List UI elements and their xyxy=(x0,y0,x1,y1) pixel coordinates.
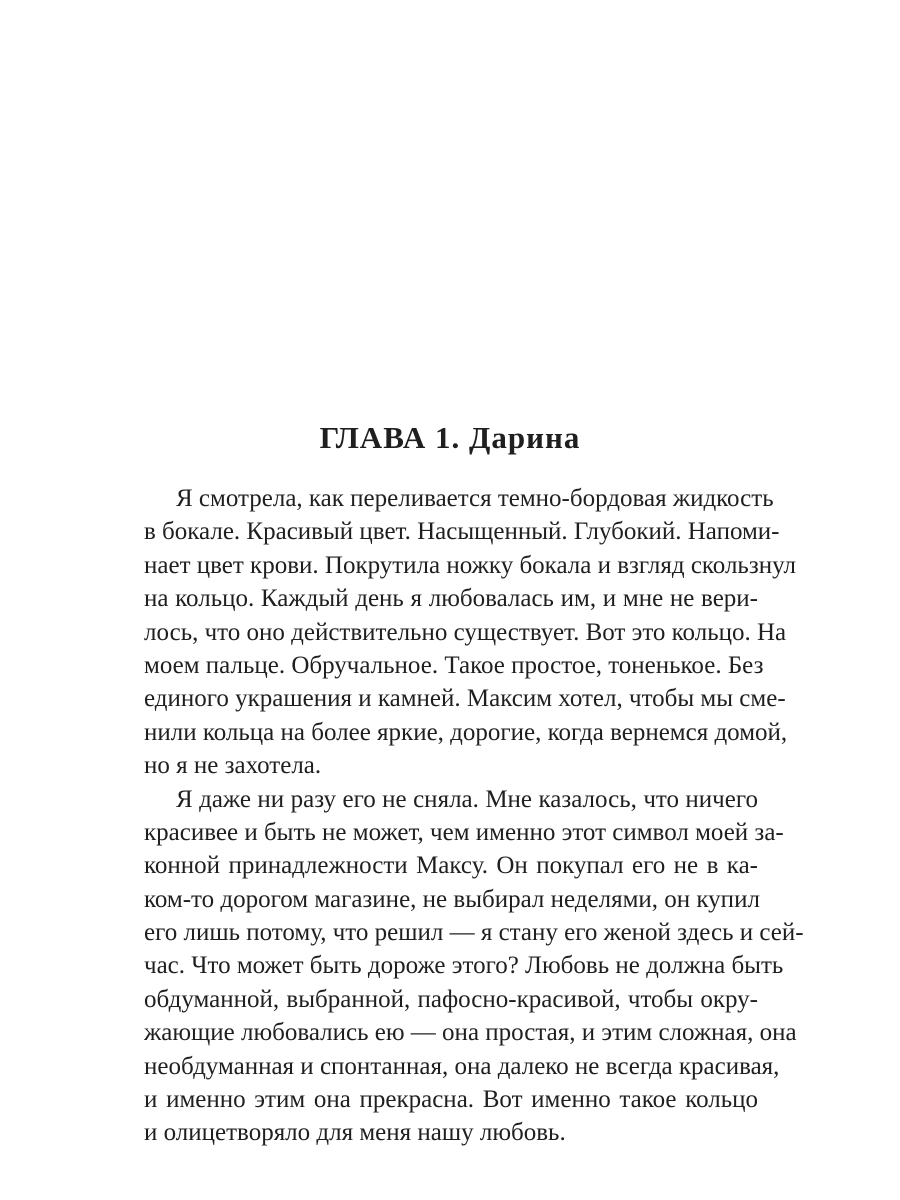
text-line: нили кольца на более яркие, дорогие, когда вернемся домой, xyxy=(144,718,788,746)
text-line: его лишь потому, что решил — я стану его женой здесь и сей- xyxy=(144,919,804,947)
text-line: ком-то дорогом магазине, не выбирал неделями, он купил xyxy=(144,885,760,913)
text-line: Я смотрела, как переливается темно-бордовая жидкость xyxy=(176,485,774,512)
text-line: лось, что оно действительно существует. Вот это кольцо. На xyxy=(144,618,787,646)
text-line: жающие любовались ею — она простая, и этим сложная, она xyxy=(144,1019,797,1047)
text-line: и именно этим она прекрасна. Вот именно такое кольцо xyxy=(144,1086,758,1114)
text-line: и олицетворяло для меня нашу любовь. xyxy=(144,1119,566,1147)
text-line: обдуманной, выбранной, пафосно-красивой, чтобы окру- xyxy=(144,985,758,1013)
text-line: моем пальце. Обручальное. Такое простое, тоненькое. Без xyxy=(144,651,764,679)
chapter-text xyxy=(144,482,804,1150)
text-line: в бокале. Красивый цвет. Насыщенный. Глубокий. Напоми- xyxy=(144,518,780,546)
text-line: час. Что может быть дороже этого? Любовь не должна быть xyxy=(144,952,784,980)
chapter-title: ГЛАВА 1. Дарина xyxy=(319,420,581,455)
paragraph-1 xyxy=(144,482,796,783)
paragraph-2 xyxy=(144,783,804,1150)
text-line: красивее и быть не может, чем именно этот символ моей за- xyxy=(144,818,784,846)
text-line: нает цвет крови. Покрутила ножку бокала и взгляд скользнул xyxy=(144,551,796,579)
text-line: но я не захотела. xyxy=(144,752,322,780)
text-line: на кольцо. Каждый день я любовалась им, и мне не вери- xyxy=(144,585,758,613)
text-line: конной принадлежности Максу. Он покупал его не в ка- xyxy=(144,852,758,880)
text-line: Я даже ни разу его не сняла. Мне казалось, что ничего xyxy=(176,785,758,813)
text-line: необдуманная и спонтанная, она далеко не всегда красивая, xyxy=(144,1052,780,1080)
text-line: единого украшения и камней. Максим хотел, чтобы мы сме- xyxy=(144,685,786,713)
